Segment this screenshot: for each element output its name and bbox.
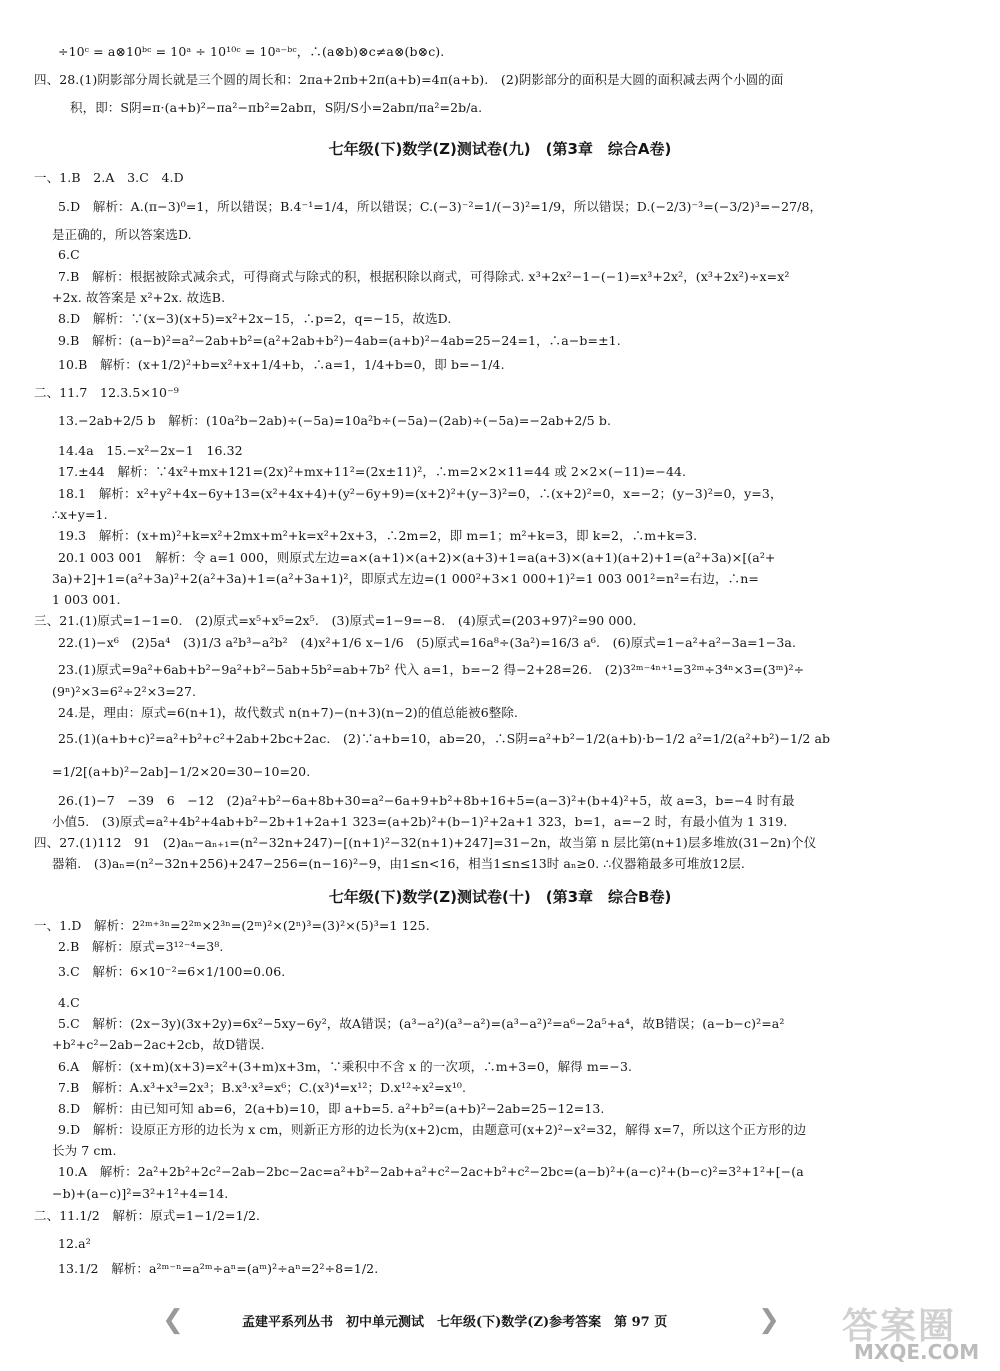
answer-line: 积，即：S阴=π·(a+b)²−πa²−πb²=2abπ，S阴/S小=2abπ/πa²=2b/a. [70,100,483,115]
previous-page-arrow-icon[interactable]: ❮ [162,1305,184,1335]
answer-line: 23.(1)原式=9a²+6ab+b²−9a²+b²−5ab+5b²=ab+7b² 代入 a=1，b=−2 得−2+28=26. (2)3²ᵐ⁻⁴ⁿ⁺¹=3²ᵐ÷3⁴ⁿ×3=(3ᵐ)²÷ [58,662,805,677]
watermark [832,1298,992,1366]
answer-line: 器箱. (3)aₙ=(n²−32n+256)+247−256=(n−16)²−9，由1≤n<16，相当1≤n≤13时 aₙ≥0. ∴仪器箱最多可堆放12层. [52,856,745,871]
answer-line: 20.1 003 001 解析：令 a=1 000，则原式左边=a×(a+1)×(a+2)×(a+3)+1=a(a+3)×(a+1)(a+2)+1=(a²+3a)×[(a²+ [58,550,776,565]
answer-line: 13.1/2 解析：a²ᵐ⁻ⁿ=a²ᵐ÷aⁿ=(aᵐ)²÷aⁿ=2²÷8=1/2. [58,1261,379,1276]
answer-line: 25.(1)(a+b+c)²=a²+b²+c²+2ab+2bc+2ac. (2)∵a+b=10，ab=20，∴S阴=a²+b²−1/2(a+b)·b−1/2 a²=1/2(a²+b²)−1/2 ab [58,731,831,746]
answer-line: 18.1 解析：x²+y²+4x−6y+13=(x²+4x+4)+(y²−6y+9)=(x+2)²+(y−3)²=0，∴(x+2)²=0，x=−2；(y−3)²=0，y=3， [58,486,783,501]
answer-line: 7.B 解析：A.x³+x³=2x³；B.x³·x³=x⁶；C.(x³)⁴=x¹²；D.x¹²÷x²=x¹⁰. [58,1080,467,1095]
answer-line: 9.B 解析：(a−b)²=a²−2ab+b²=(a²+2ab+b²)−4ab=(a+b)²−4ab=25−24=1，∴a−b=±1. [58,333,621,348]
answer-line: 14.4a 15.−x²−2x−1 16.32 [58,443,243,458]
answer-line: 二、11.7 12.3.5×10⁻⁹ [34,385,179,400]
answer-line: 7.B 解析：根据被除式减余式，可得商式与除式的积，根据积除以商式，可得除式. x³+2x²−1−(−1)=x³+2x²，(x³+2x²)÷x=x² [58,269,790,284]
answer-line: 长为 7 cm. [52,1143,117,1158]
answer-line: 3.C 解析：6×10⁻²=6×1/100=0.06. [58,964,286,979]
answer-line: 3a)+2]+1=(a²+3a)²+2(a²+3a)+1=(a²+3a+1)²，即原式左边=(1 000²+3×1 000+1)²=1 003 001²=n²=右边，∴n= [52,571,759,586]
answer-line: 5.D 解析：A.(π−3)⁰=1，所以错误；B.4⁻¹=1/4，所以错误；C.(−3)⁻²=1/(−3)²=1/9，所以错误；D.(−2/3)⁻³=(−3/2)³=−27/8， [58,199,823,214]
footer-text: 孟建平系列丛书 初中单元测试 七年级(下)数学(Z)参考答案 第 97 页 [242,1315,668,1330]
answer-line: 10.A 解析：2a²+2b²+2c²−2ab−2bc−2ac=a²+b²−2ab+a²+c²−2ac+b²+c²−2bc=(a−b)²+(a−c)²+(b−c)²=3²+1²+[−(a [58,1164,804,1179]
answer-line: 6.A 解析：(x+m)(x+3)=x²+(3+m)x+3m，∵乘积中不含 x 的一次项，∴m+3=0，解得 m=−3. [58,1059,633,1074]
answer-line: 19.3 解析：(x+m)²+k=x²+2mx+m²+k=x²+2x+3，∴2m=2，即 m=1；m²+k=3，即 k=2，∴m+k=3. [58,528,698,543]
section-9-title: 七年级(下)数学(Z)测试卷(九) (第3章 综合A卷) [328,140,672,158]
answer-line: 三、21.(1)原式=1−1=0. (2)原式=x⁵+x⁵=2x⁵. (3)原式=1−9=−8. (4)原式=(203+97)²=90 000. [34,613,637,628]
watermark-logo-text: 答案圈 [842,1306,957,1347]
answer-line: −b)+(a−c)]²=3²+1²+4=14. [52,1186,229,1201]
answer-line: 10.B 解析：(x+1/2)²+b=x²+x+1/4+b，∴a=1，1/4+b=0，即 b=−1/4. [58,357,505,372]
answer-line: 4.C [58,995,80,1010]
answer-line: 8.D 解析：由已知可知 ab=6，2(a+b)=10，即 a+b=5. a²+b²=(a+b)²−2ab=25−12=13. [58,1101,605,1116]
answer-line: 一、1.D 解析：2²ᵐ⁺³ⁿ=2²ᵐ×2³ⁿ=(2ᵐ)²×(2ⁿ)³=(3)²×(5)³=1 125. [34,918,430,933]
answer-line: 四、28.(1)阴影部分周长就是三个圆的周长和：2πa+2πb+2π(a+b)=4π(a+b). (2)阴影部分的面积是大圆的面积减去两个小圆的面 [34,72,784,87]
section-10-title: 七年级(下)数学(Z)测试卷(十) (第3章 综合B卷) [328,888,672,906]
next-page-arrow-icon[interactable]: ❯ [758,1305,780,1335]
answer-line: 2.B 解析：原式=3¹²⁻⁴=3⁸. [58,939,224,954]
watermark-url-text: MXQE.COM [854,1340,980,1364]
answer-line: +b²+c²−2ab−2ac+2cb，故D错误. [52,1037,265,1052]
answer-line: 12.a² [58,1236,91,1251]
answer-line: 17.±44 解析：∵4x²+mx+121=(2x)²+mx+11²=(2x±11)²，∴m=2×2×11=44 或 2×2×(−11)=−44. [58,464,687,479]
answer-line: 9.D 解析：设原正方形的边长为 x cm，则新正方形的边长为(x+2)cm，由题意可(x+2)²−x²=32，解得 x=7，所以这个正方形的边 [58,1122,807,1137]
answer-line: 13.−2ab+2/5 b 解析：(10a²b−2ab)÷(−5a)=10a²b÷(−5a)−(2ab)÷(−5a)=−2ab+2/5 b. [58,413,612,428]
answer-line: ÷10ᶜ = a⊗10ᵇᶜ = 10ᵃ ÷ 10¹⁰ᶜ = 10ᵃ⁻ᵇᶜ，∴(a⊗b)⊗c≠a⊗(b⊗c). [58,44,445,59]
answer-line: 24.是，理由：原式=6(n+1)，故代数式 n(n+7)−(n+3)(n−2)的值总能被6整除. [58,705,519,720]
answer-line: 5.C 解析：(2x−3y)(3x+2y)=6x²−5xy−6y²，故A错误；(a³−a²)(a³−a²)=(a³−a²)²=a⁶−2a⁵+a⁴，故B错误；(a−b−c)²=a² [58,1016,785,1031]
answer-line: 1 003 001. [52,592,121,607]
answer-line: 26.(1)−7 −39 6 −12 (2)a²+b²−6a+8b+30=a²−6a+9+b²+8b+16+5=(a−3)²+(b+4)²+5，故 a=3，b=−4 时有最 [58,793,795,808]
answer-line: (9ⁿ)²×3=6²÷2²×3=27. [52,684,197,699]
answer-line: 四、27.(1)112 91 (2)aₙ−aₙ₊₁=(n²−32n+247)−[(n+1)²−32(n+1)+247]=31−2n，故当第 n 层比第(n+1)层多堆放(31−2n)个仪 [34,835,817,850]
answer-line: 是正确的，所以答案选D. [52,227,192,242]
answer-line: 22.(1)−x⁶ (2)5a⁴ (3)1/3 a²b³−a²b² (4)x²+1/6 x−1/6 (5)原式=16a⁸÷(3a²)=16/3 a⁶. (6)原式=1−a²+a²−3a=1−3a. [58,635,797,650]
answer-line: 小值5. (3)原式=a²+4b²+4ab+b²−2b+1+2a+1 323=(a+2b)²+(b−1)²+2a+1 323，b=1，a=−2 时，有最小值为 1 319. [52,814,788,829]
answer-line: ∴x+y=1. [52,507,108,522]
answer-line: 二、11.1/2 解析：原式=1−1/2=1/2. [34,1208,261,1223]
answer-line: =1/2[(a+b)²−2ab]−1/2×20=30−10=20. [52,764,311,779]
answer-line: 一、1.B 2.A 3.C 4.D [34,170,184,185]
answer-line: +2x. 故答案是 x²+2x. 故选B. [52,290,226,305]
answer-line: 8.D 解析：∵(x−3)(x+5)=x²+2x−15，∴p=2，q=−15，故选D. [58,311,452,326]
answer-line: 6.C [58,247,80,262]
